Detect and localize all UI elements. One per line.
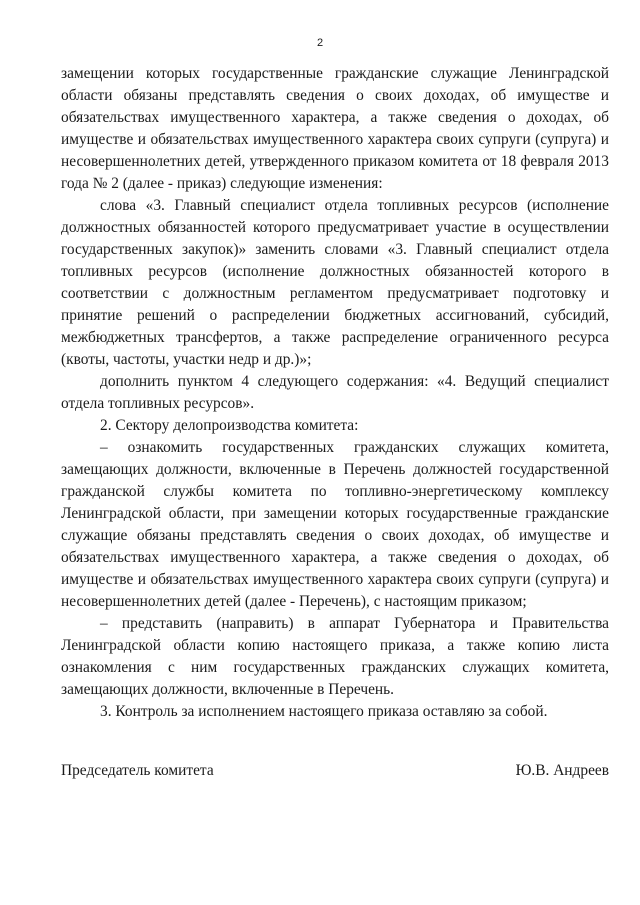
paragraph-amendment-intro: замещении которых государственные гражданские служащие Ленинградской области обязаны представлять сведения о своих доходах, об имуществе и обязательствах имущественного характера, а также сведения о доходах, об имуществе и обязательствах имущественного характера своих супруги (супруга) и несовершеннолетних детей, утвержденного приказом комитета от 18 февраля 2013 года № 2 (далее - приказ) следующие изменения: bbox=[61, 65, 609, 192]
document-body bbox=[61, 63, 609, 723]
paragraph-submit-copy: – представить (направить) в аппарат Губернатора и Правительства Ленинградской области копию настоящего приказа, а также копию листа ознакомления с ним государственных гражданских служащих комитета, замещающих должности, включенные в Перечень. bbox=[61, 615, 609, 698]
signatory-title: Председатель комитета bbox=[61, 762, 214, 779]
paragraph-add-item: дополнить пунктом 4 следующего содержания: «4. Ведущий специалист отдела топливных ресурсов». bbox=[61, 373, 609, 412]
paragraph-section-2-heading: 2. Сектору делопроизводства комитета: bbox=[100, 417, 359, 434]
signatory-name: Ю.В. Андреев bbox=[515, 762, 609, 779]
paragraph-familiarize: – ознакомить государственных гражданских служащих комитета, замещающих должности, включенные в Перечень должностей государственной гражданской службы комитета по топливно-энергетическому комплексу Ленинградской области, при замещении которых государственные гражданские служащие обязаны представлять сведения о своих доходах, об имуществе и обязательствах имущественного характера, а также сведения о доходах, об имуществе и обязательствах имущественного характера своих супруги (супруга) и несовершеннолетних детей (далее - Перечень), с настоящим приказом; bbox=[61, 439, 609, 610]
paragraph-replace-words: слова «3. Главный специалист отдела топливных ресурсов (исполнение должностных обязанностей которого предусматривает участие в осуществлении государственных закупок)» заменить словами «3. Главный специалист отдела топливных ресурсов (исполнение должностных обязанностей которого в соответствии с должностным регламентом предусматривает подготовку и принятие решений о распределении бюджетных ассигнований, субсидий, межбюджетных трансфертов, а также распределение ограниченного ресурса (квоты, частоты, участки недр и др.)»; bbox=[61, 197, 609, 368]
signature-block bbox=[61, 760, 609, 782]
paragraph-section-3-control: 3. Контроль за исполнением настоящего приказа оставляю за собой. bbox=[100, 703, 548, 720]
page-number: 2 bbox=[316, 37, 324, 49]
